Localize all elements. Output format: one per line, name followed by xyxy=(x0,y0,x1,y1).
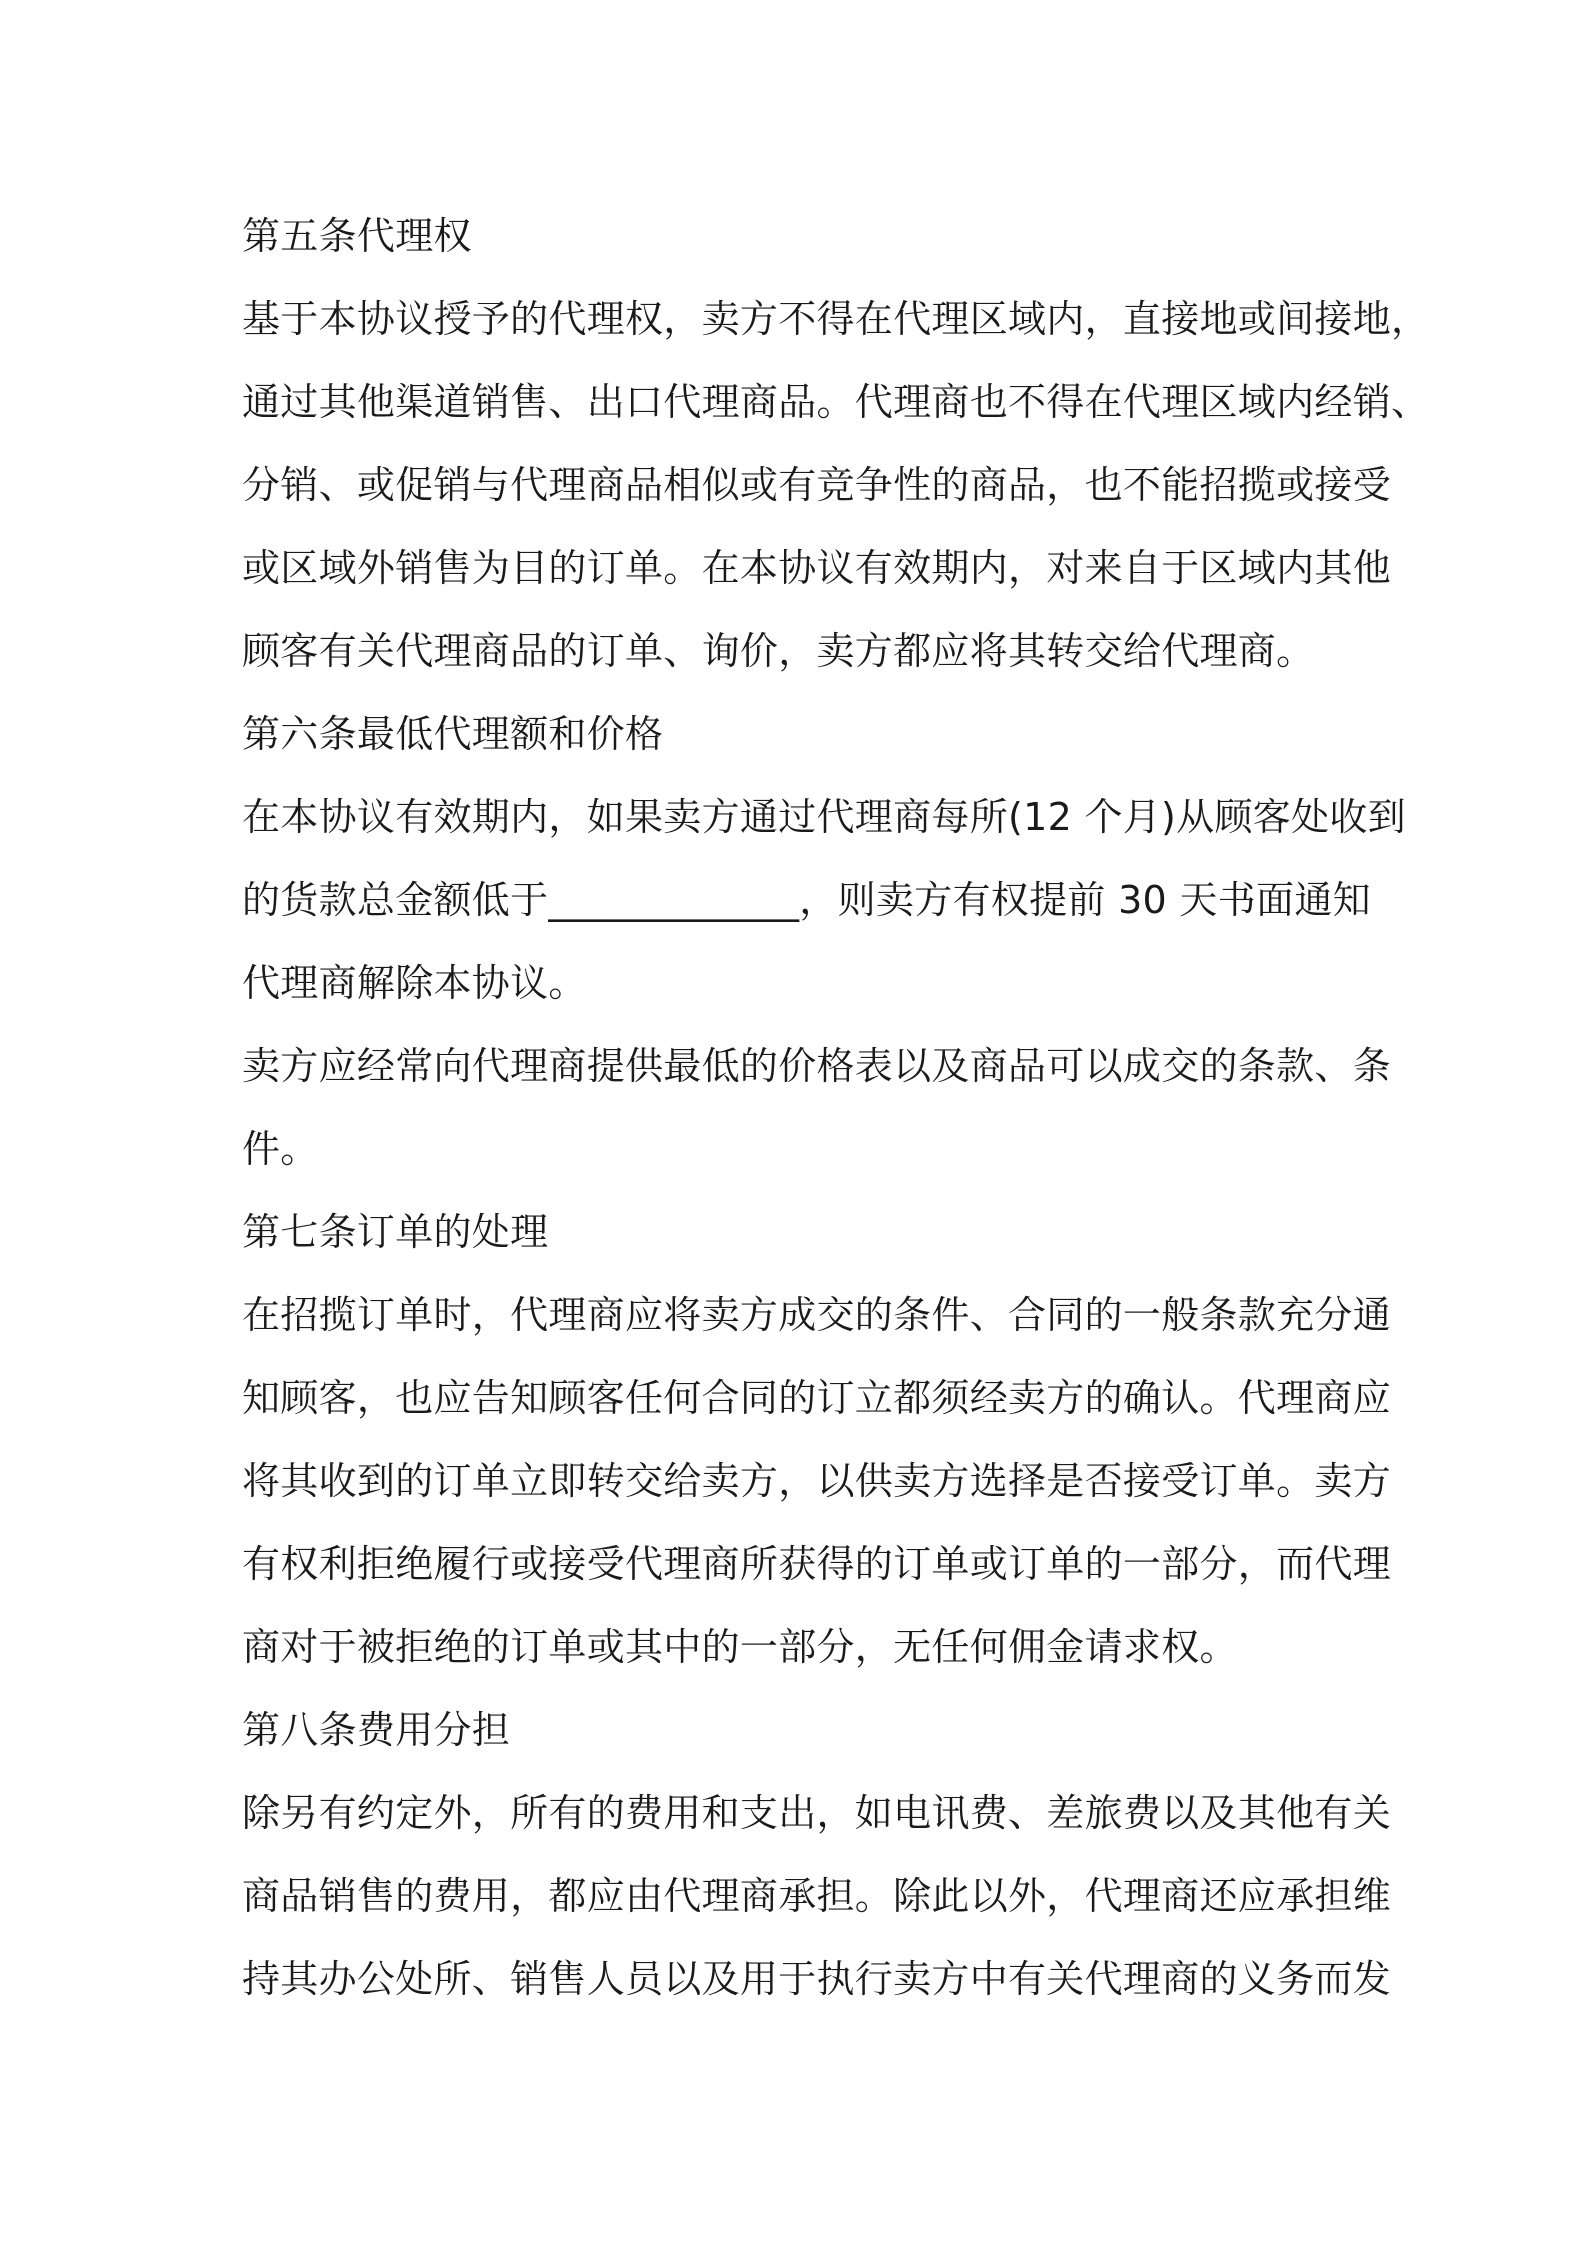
paragraph-line: 或区域外销售为目的订单。在本协议有效期内，对来自于区域内其他 xyxy=(242,546,1392,590)
paragraph-line: 分销、或促销与代理商品相似或有竞争性的商品，也不能招揽或接受 xyxy=(242,463,1392,507)
document-body xyxy=(242,195,1430,2021)
paragraph-line: 在本协议有效期内，如果卖方通过代理商每所(12 个月)从顾客处收到 xyxy=(242,795,1406,839)
paragraph-line: 在招揽订单时，代理商应将卖方成交的条件、合同的一般条款充分通 xyxy=(242,1293,1392,1337)
paragraph-line: 件。 xyxy=(242,1127,319,1171)
paragraph-line: 知顾客，也应告知顾客任何合同的订立都须经卖方的确认。代理商应 xyxy=(242,1376,1392,1420)
paragraph-line: 代理商解除本协议。 xyxy=(242,961,587,1005)
section-heading-5: 第五条代理权 xyxy=(242,214,472,258)
paragraph-line: 除另有约定外，所有的费用和支出，如电讯费、差旅费以及其他有关 xyxy=(242,1791,1392,1835)
paragraph-line: 卖方应经常向代理商提供最低的价格表以及商品可以成交的条款、条 xyxy=(242,1044,1392,1088)
paragraph-line: 商品销售的费用，都应由代理商承担。除此以外，代理商还应承担维 xyxy=(242,1874,1392,1918)
section-heading-6: 第六条最低代理额和价格 xyxy=(242,712,664,756)
paragraph-line: 顾客有关代理商品的订单、询价，卖方都应将其转交给代理商。 xyxy=(242,629,1315,673)
section-heading-8: 第八条费用分担 xyxy=(242,1708,511,1752)
paragraph-line: 将其收到的订单立即转交给卖方，以供卖方选择是否接受订单。卖方 xyxy=(242,1459,1392,1503)
paragraph-line: 的货款总金额低于_____________，则卖方有权提前 30 天书面通知 xyxy=(242,878,1371,922)
paragraph-line: 基于本协议授予的代理权，卖方不得在代理区域内，直接地或间接地， xyxy=(242,297,1430,341)
paragraph-line: 通过其他渠道销售、出口代理商品。代理商也不得在代理区域内经销、 xyxy=(242,380,1430,424)
paragraph-line: 持其办公处所、销售人员以及用于执行卖方中有关代理商的义务而发 xyxy=(242,1957,1392,2001)
section-heading-7: 第七条订单的处理 xyxy=(242,1210,549,1254)
paragraph-line: 商对于被拒绝的订单或其中的一部分，无任何佣金请求权。 xyxy=(242,1625,1238,1669)
paragraph-line: 有权利拒绝履行或接受代理商所获得的订单或订单的一部分，而代理 xyxy=(242,1542,1392,1586)
